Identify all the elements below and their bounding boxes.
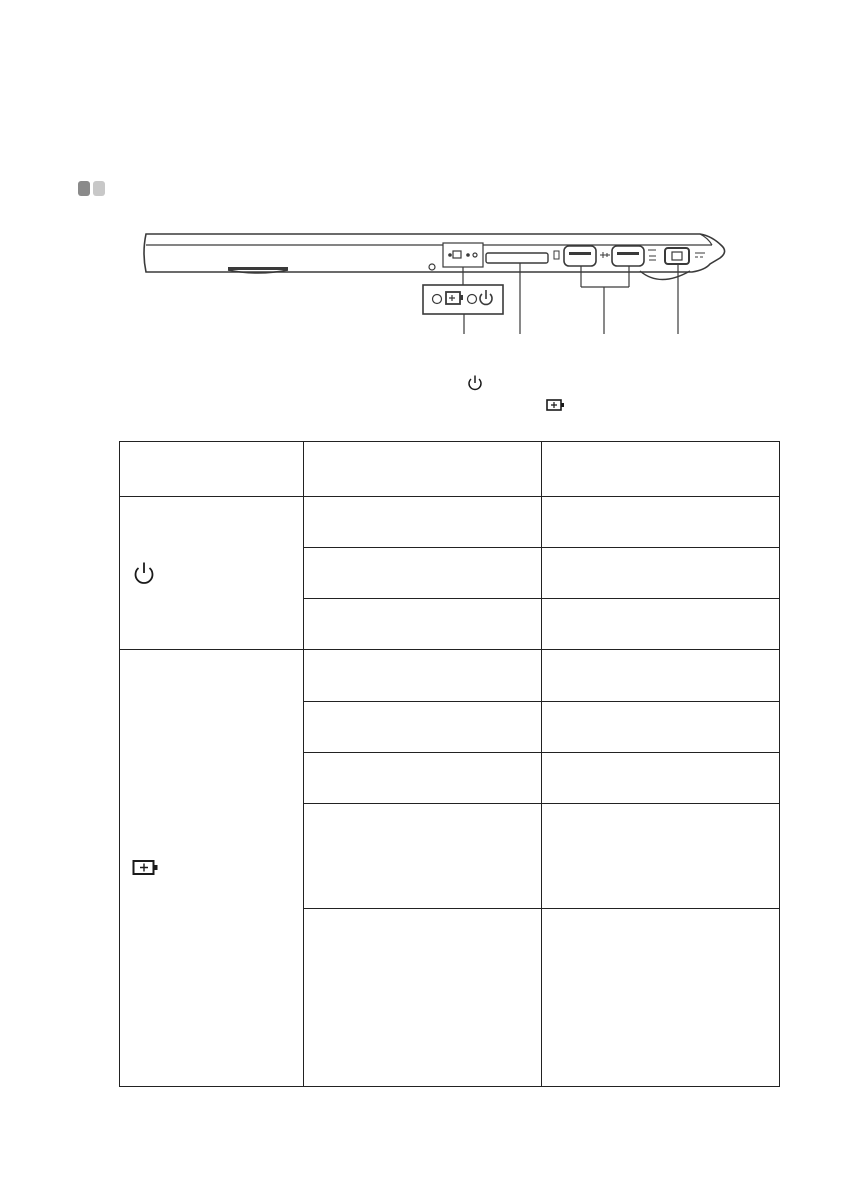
power-indicator-cell <box>120 497 304 650</box>
header-cell <box>542 442 780 497</box>
table-cell <box>542 650 780 702</box>
indicator-callout <box>423 267 503 314</box>
table-cell <box>304 548 542 599</box>
table-row <box>120 497 780 548</box>
battery-indicator-cell <box>120 650 304 1087</box>
indicator-strip <box>443 243 483 267</box>
header-cell <box>120 442 304 497</box>
table-cell <box>542 702 780 753</box>
table-cell <box>542 497 780 548</box>
power-icon <box>467 374 483 392</box>
battery-icon <box>132 859 160 877</box>
power-icon <box>132 560 156 586</box>
table-cell <box>304 909 542 1087</box>
table-header-row <box>120 442 780 497</box>
table-cell <box>304 599 542 650</box>
battery-icon <box>546 398 566 412</box>
table-cell <box>542 804 780 909</box>
table-cell <box>304 650 542 702</box>
table-cell <box>542 548 780 599</box>
laptop-right-side-illustration <box>0 0 841 345</box>
indicator-status-table <box>119 441 780 1087</box>
table-row <box>120 650 780 702</box>
table-cell <box>304 804 542 909</box>
table-cell <box>304 702 542 753</box>
table-cell <box>542 909 780 1087</box>
table-cell <box>542 753 780 804</box>
table-cell <box>542 599 780 650</box>
table-cell <box>304 497 542 548</box>
table-cell <box>304 753 542 804</box>
header-cell <box>304 442 542 497</box>
